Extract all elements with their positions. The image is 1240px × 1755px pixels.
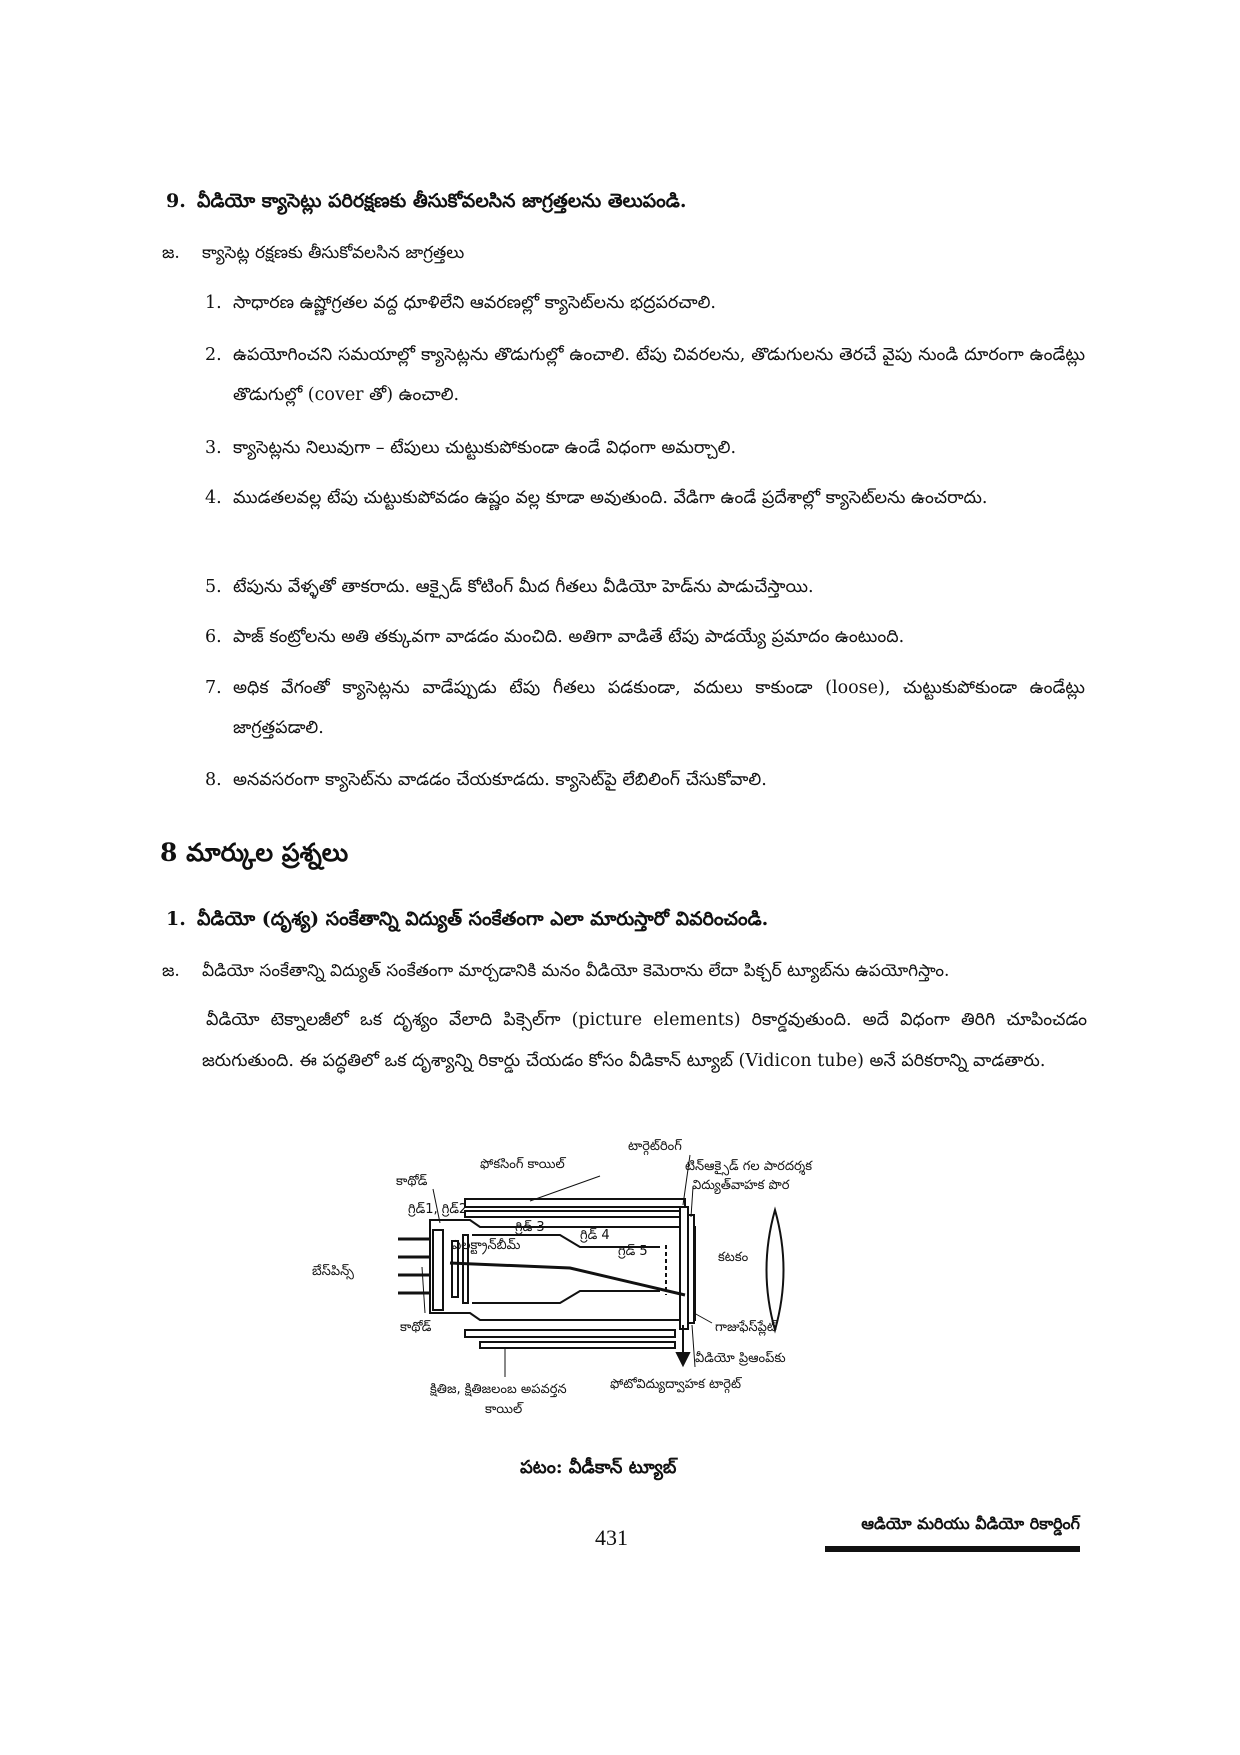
question-9-number: 9. <box>166 190 186 212</box>
target-faceplate <box>680 1207 694 1329</box>
list-item-text: ముడతలవల్ల టేపు చుట్టుకుపోవడం ఉష్ణం వల్ల కూడా అవుతుంది. వేడిగా ఉండే ప్రదేశాల్లో క్యాసెట్‌లను ఉంచరాదు. <box>233 488 988 508</box>
page-number: 431 <box>595 1525 628 1550</box>
list-item-number: 1. <box>205 293 222 313</box>
list-item-text: టేపును వేళ్ళతో తాకరాదు. ఆక్సైడ్ కోటింగ్ మీద గీతలు వీడియో హెడ్‌ను పాడుచేస్తాయి. <box>233 577 814 597</box>
answer-1-prefix: జ. <box>162 961 180 981</box>
focusing-coil-drawing <box>465 1199 685 1348</box>
label-tin-oxide-2: విద్యుత్‌వాహక పొర <box>692 1178 790 1193</box>
label-gauze-faceplate: గాజుఫేస్‌ప్లేట్ <box>715 1320 777 1335</box>
answer-1-paragraph: వీడియో టెక్నాలజీలో ఒక దృశ్యం వేలాది పిక్సెల్‌గా (picture elements) రికార్డవుతుంది. అదే విధంగా తిరిగి చూపించడం జరుగుతుంది. ఈ పద్ధతిలో ఒక దృశ్యాన్ని రికార్డు చేయడం కోసం వీడికాన్ ట్యూబ్ (Vidicon tube) అనే పరికరాన్ని వాడతారు. <box>202 1010 1087 1071</box>
list-item-text: ఉపయోగించని సమయాల్లో క్యాసెట్లను తొడుగుల్లో ఉంచాలి. టేపు చివరలను, తొడుగులను తెరచే వైపు నుండి దూరంగా ఉండేట్లు తొడుగుల్లో (cover తో) ఉంచాలి. <box>233 345 1085 405</box>
answer-9-prefix: జ. <box>162 243 180 263</box>
list-item-text: పాజ్ కంట్రోలను అతి తక్కువగా వాడడం మంచిది. అతిగా వాడితే టేపు పాడయ్యే ప్రమాదం ఉంటుంది. <box>233 627 905 647</box>
list-item-text: సాధారణ ఉష్ణోగ్రతల వద్ద ధూళిలేని ఆవరణల్లో క్యాసెట్‌లను భద్రపరచాలి. <box>233 293 716 313</box>
label-grid-5: గ్రిడ్ 5 <box>618 1244 648 1259</box>
label-video-preamp: వీడియో ప్రిఆంప్‌కు <box>695 1351 786 1366</box>
label-deflection-coil-2: కాయిల్ <box>485 1402 523 1417</box>
answer-1-line: వీడియో సంకేతాన్ని విద్యుత్ సంకేతంగా మార్చడానికి మనం వీడియో కెమెరాను లేదా పిక్చర్ ట్యూబ్‌ను ఉపయోగిస్తాం. <box>202 961 950 981</box>
label-photo-target: ఫోటోవిద్యుద్వాహక టార్గెట్ <box>610 1377 741 1392</box>
label-deflection-coil-1: క్షితిజ, క్షితిజలంబ అపవర్తన <box>430 1382 567 1397</box>
list-item-number: 8. <box>205 770 222 790</box>
label-focusing-coil: ఫోకసింగ్ కాయిల్ <box>480 1157 565 1172</box>
lens-drawing <box>767 1210 784 1330</box>
label-electron-beam: ఎలక్ట్రాన్‌బీమ్ <box>452 1238 521 1253</box>
label-cathode-bottom: కాథోడ్ <box>400 1320 432 1335</box>
preamp-arrow <box>677 1325 689 1365</box>
label-target-ring: టార్గెట్‌రింగ్ <box>628 1139 682 1154</box>
list-item-number: 5. <box>205 577 222 597</box>
base-pins-drawing <box>398 1239 430 1293</box>
tube-body <box>430 1220 695 1320</box>
list-item-number: 3. <box>205 438 222 458</box>
list-item-number: 4. <box>205 488 222 508</box>
list-item-number: 6. <box>205 627 222 647</box>
figure-caption: పటం: వీడీకాన్ ట్యూబ్ <box>520 1457 677 1478</box>
label-cathode-top: కాథోడ్ <box>396 1174 428 1189</box>
section-title: 8 మార్కుల ప్రశ్నలు <box>160 838 349 867</box>
list-item-text: క్యాసెట్లను నిలువుగా – టేపులు చుట్టుకుపోకుండా ఉండే విధంగా అమర్చాలి. <box>233 438 737 458</box>
label-grid-3: గ్రిడ్ 3 <box>515 1220 545 1235</box>
list-item-text: అనవసరంగా క్యాసెట్‌ను వాడడం చేయకూడదు. క్యాసెట్‌పై లేబిలింగ్ చేసుకోవాలి. <box>233 770 767 790</box>
book-title: ఆడియో మరియు వీడియో రికార్డింగ్ <box>861 1514 1080 1533</box>
question-1-number: 1. <box>166 908 186 930</box>
list-item-number: 7. <box>205 678 222 698</box>
vidicon-tube-diagram <box>300 1135 940 1440</box>
question-9-text: వీడియో క్యాసెట్లు పరిరక్షణకు తీసుకోవలసిన జాగ్రత్తలను తెలుపండి. <box>197 190 687 212</box>
list-item-number: 2. <box>205 345 222 365</box>
label-lens: కటకం <box>718 1250 749 1265</box>
label-tin-oxide-1: టిన్‌ఆక్సైడ్ గల పారదర్శక <box>685 1159 812 1174</box>
answer-9-intro: క్యాసెట్ల రక్షణకు తీసుకోవలసిన జాగ్రత్తలు <box>202 243 465 263</box>
label-grid-4: గ్రిడ్ 4 <box>580 1228 610 1243</box>
list-item-text: అధిక వేగంతో క్యాసెట్లను వాడేప్పుడు టేపు గీతలు పడకుండా, వదులు కాకుండా (loose), చుట్టుకుపోకుండా ఉండేట్లు జాగ్రత్తపడాలి. <box>233 678 1085 738</box>
label-grid-1-2: గ్రిడ్1, గ్రిడ్2 <box>408 1202 468 1217</box>
footer-rule <box>825 1546 1080 1552</box>
label-base-pins: బేస్‌పిన్స్ <box>312 1264 354 1279</box>
question-1-text: వీడియో (దృశ్య) సంకేతాన్ని విద్యుత్ సంకేతంగా ఎలా మారుస్తారో వివరించండి. <box>197 908 769 930</box>
